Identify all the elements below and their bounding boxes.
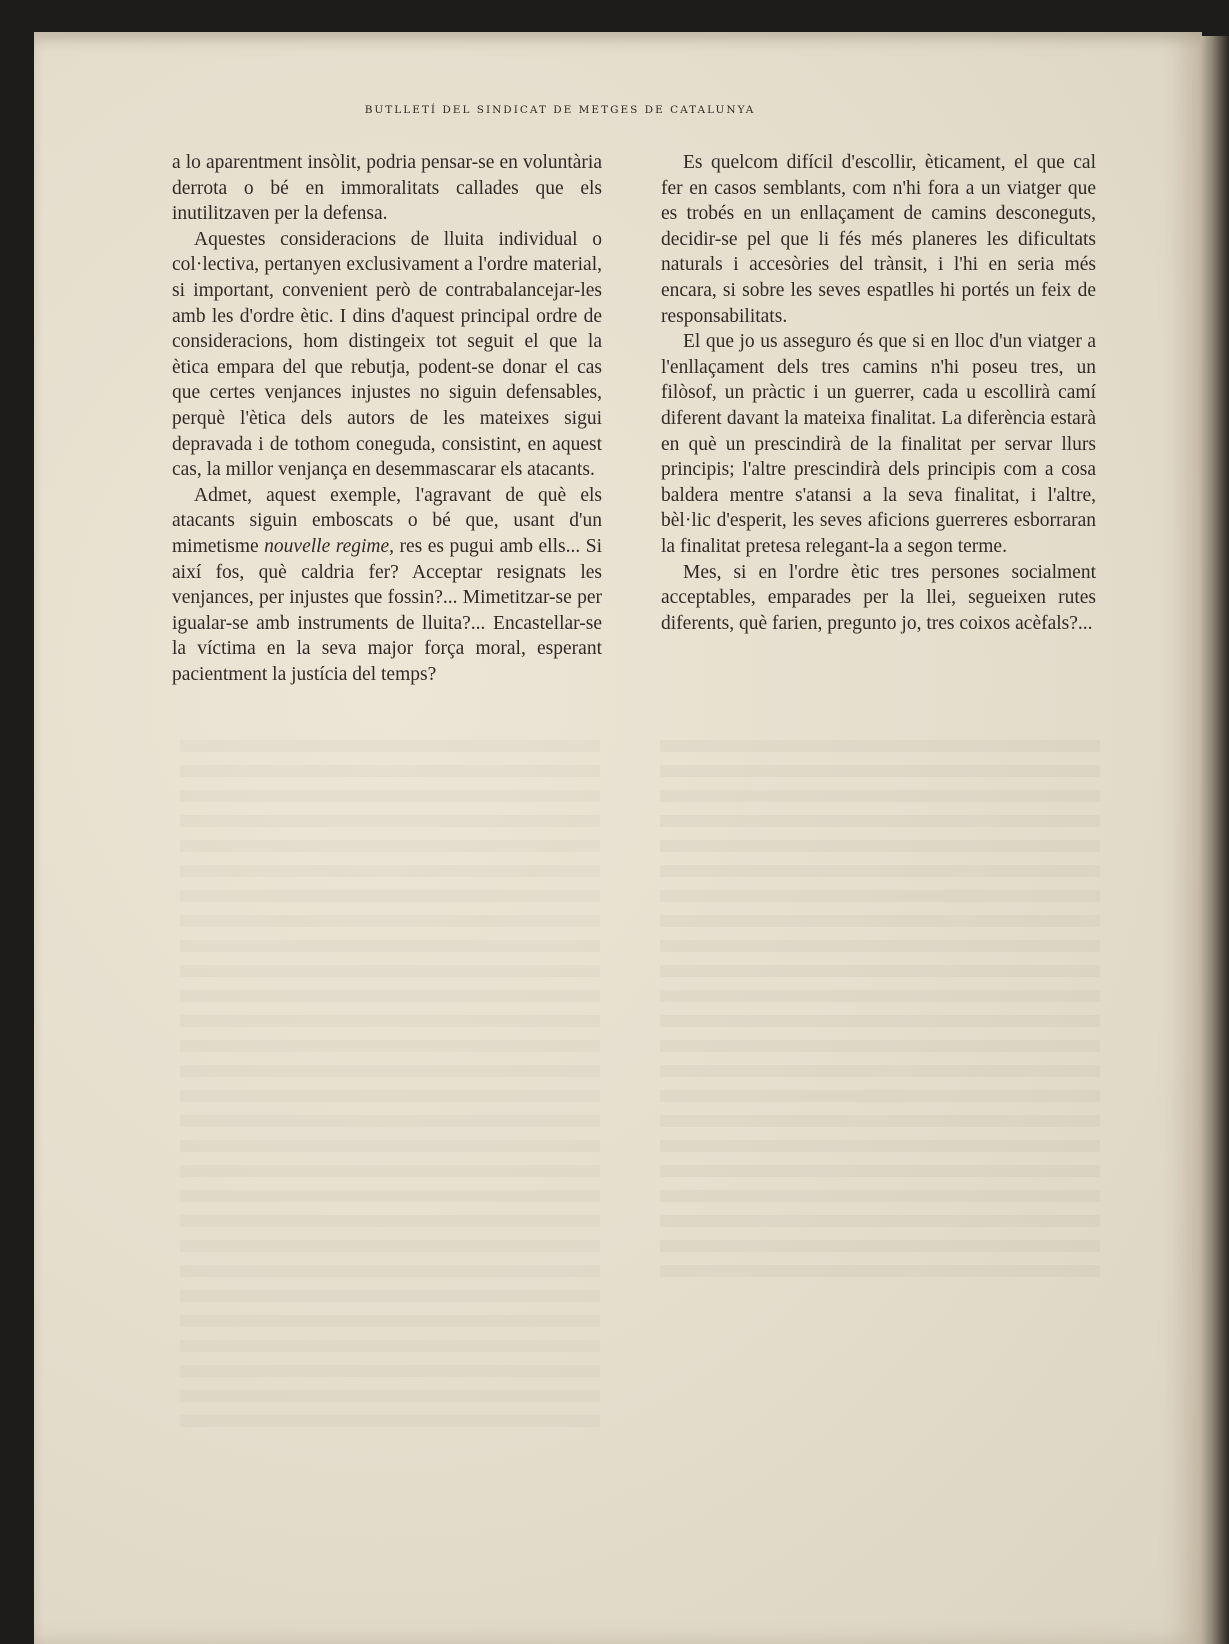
bleed-through-text-left — [180, 740, 600, 1430]
left-paragraph-3-start: Admet, aquest exemple, l'agravant de què els atacants siguin emboscats o bé que, usant d'un mimetisme — [172, 484, 602, 557]
bleed-through-text-right — [660, 740, 1100, 1280]
running-header: BUTLLETÍ DEL SINDICAT DE METGES DE CATALUNYA — [364, 104, 756, 116]
page-binding-edge — [1201, 36, 1229, 1644]
left-paragraph-3-end: res es pugui amb ells... Si així fos, què caldria fer? Acceptar resignats les venjances, per injustes que fossin?... Mimetitzar-se per igualar-se amb instruments de lluita?... Encastellar-se la víctima en la seva major força moral, esperant pacientment la justícia del temps? — [172, 535, 602, 685]
left-paragraph-3 — [172, 483, 602, 688]
right-paragraph-1: Es quelcom difícil d'escollir, èticament, el que cal fer en casos semblants, com n'hi fora a un viatger que es trobés en un enllaçament de camins desconeguts, decidir-se pel que li fés més planeres les dificultats naturals i accesòries del trànsit, i l'hi en seria més encara, si sobre les seves espatlles hi portés un feix de responsabilitats. — [661, 152, 1096, 327]
right-text-column — [661, 150, 1096, 636]
left-text-column — [172, 150, 602, 687]
right-paragraph-3: Mes, si en l'ordre ètic tres persones socialment acceptables, emparades per la llei, segueixen rutes diferents, què farien, pregunto jo, tres coixos acèfals?... — [661, 561, 1096, 634]
left-paragraph-2: Aquestes consideracions de lluita individual o col·lectiva, pertanyen exclusivament a l'ordre material, si important, convenient però de contrabalancejar-les amb les d'ordre ètic. I dins d'aquest principal ordre de consideracions, hom distingeix tot seguit el que la ètica empara del que rebutja, podent-se donar el cas que certes venjances injustes no siguin defensables, perquè l'ètica dels autors de les mateixes sigui depravada i de tothom coneguda, consistint, en aquest cas, la millor venjança en desemmascarar els atacants. — [172, 228, 602, 481]
italic-phrase: nouvelle regime, — [264, 535, 395, 557]
right-paragraph-2: El que jo us asseguro és que si en lloc d'un viatger a l'enllaçament dels tres camins n'hi poseu tres, un filòsof, un pràctic i un guerrer, cada u escollirà camí diferent davant la mateixa finalitat. La diferència estarà en què un prescindirà de la finalitat per servar llurs principis; l'altre prescindirà dels principis com a cosa baldera mentre s'atansi a la seva finalitat, i l'altre, bèl·lic d'esperit, les seves aficions guerreres esborraran la finalitat pretesa relegant-la a segon terme. — [661, 331, 1096, 557]
left-paragraph-1: a lo aparentment insòlit, podria pensar-se en voluntària derrota o bé en immoralitats callades que els inutilitzaven per la defensa. — [172, 152, 602, 225]
